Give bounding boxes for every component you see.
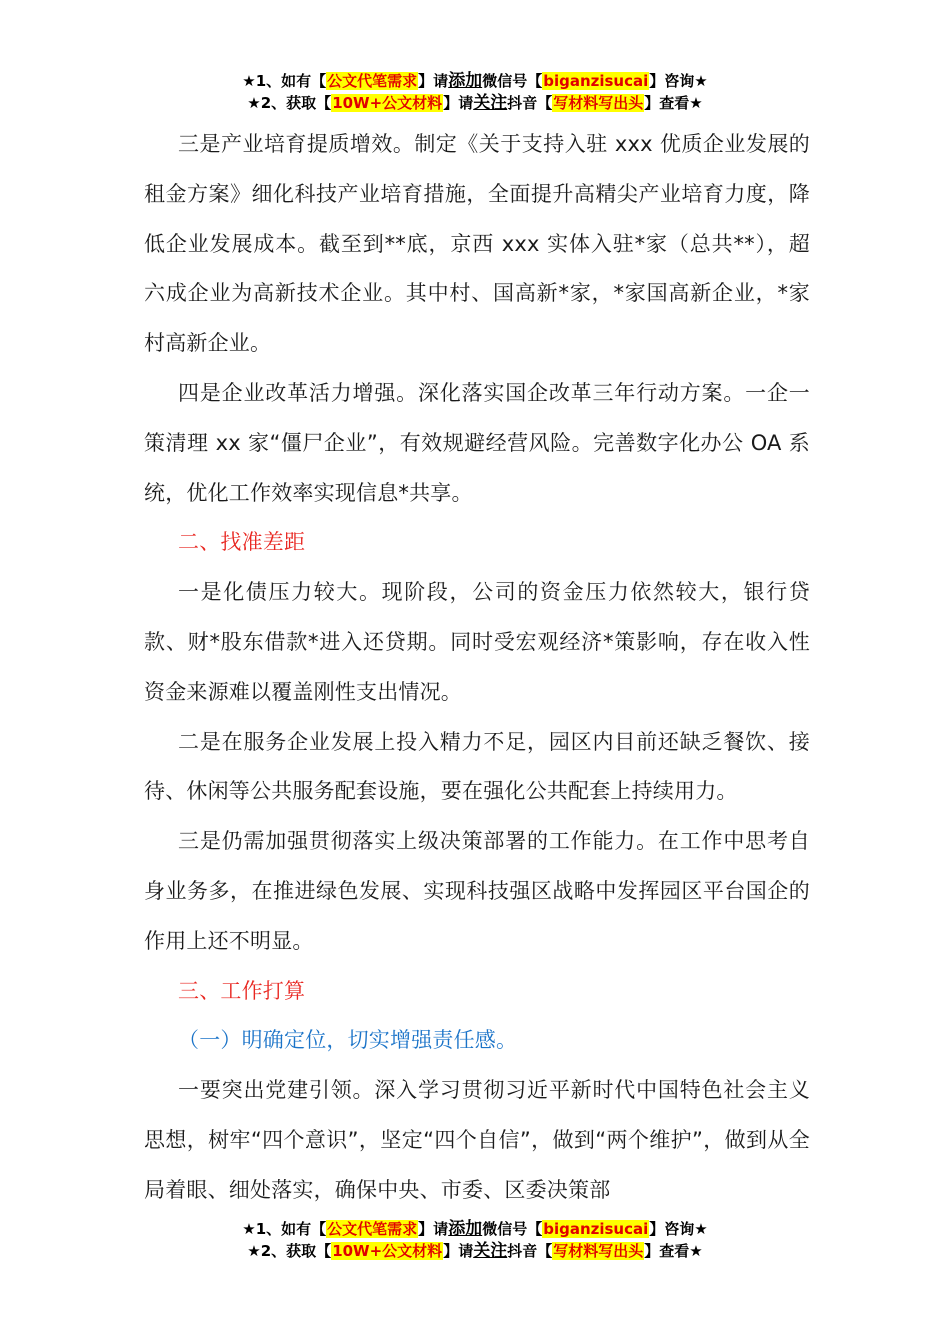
header-line-2-mid2: 抖音【 <box>507 94 553 112</box>
footer-highlight-service: 公文代笔需求 <box>327 1220 418 1238</box>
header-line-2 <box>0 92 950 114</box>
footer-line-1-mid2: 微信号【 <box>482 1220 543 1238</box>
section-heading-gaps: 二、找准差距 <box>178 530 306 555</box>
header-line-2-prefix: ★2、获取【 <box>247 94 332 112</box>
footer-line-1-prefix: ★1、如有【 <box>242 1220 327 1238</box>
paragraph-debt-pressure: 一是化债压力较大。现阶段，公司的资金压力依然较大，银行贷款、财*股东借款*进入还贷期。同时受宏观经济*策影响，存在收入性资金来源难以覆盖刚性支出情况。 <box>144 580 810 704</box>
footer-line-1 <box>0 1218 950 1240</box>
footer-highlight-wechat: biganzisucai <box>543 1220 649 1238</box>
header-banner <box>0 70 950 114</box>
footer-underline-follow: 关注 <box>473 1241 508 1261</box>
footer-underline-add: 添加 <box>448 1219 483 1239</box>
header-line-1-mid1: 】请 <box>418 72 449 90</box>
paragraph-execution-capacity: 三是仍需加强贯彻落实上级决策部署的工作能力。在工作中思考自身业务多，在推进绿色发展、实现科技强区战略中发挥园区平台国企的作用上还不明显。 <box>144 829 810 953</box>
footer-line-2-prefix: ★2、获取【 <box>247 1242 332 1260</box>
footer-line-1-mid1: 】请 <box>418 1220 449 1238</box>
footer-banner <box>0 1218 950 1262</box>
header-line-2-suffix: 】查看★ <box>644 94 703 112</box>
subsection-heading-positioning: （一）明确定位，切实增强责任感。 <box>178 1028 518 1053</box>
document-body <box>144 120 810 1216</box>
footer-line-2-mid1: 】请 <box>443 1242 474 1260</box>
header-highlight-wechat: biganzisucai <box>543 72 649 90</box>
footer-line-2-suffix: 】查看★ <box>644 1242 703 1260</box>
header-underline-add: 添加 <box>448 71 483 91</box>
paragraph-service-shortfall: 二是在服务企业发展上投入精力不足，园区内目前还缺乏餐饮、接待、休闲等公共服务配套设施，要在强化公共配套上持续用力。 <box>144 729 810 804</box>
header-line-1-mid2: 微信号【 <box>482 72 543 90</box>
header-underline-follow: 关注 <box>473 93 508 113</box>
header-line-1-prefix: ★1、如有【 <box>242 72 327 90</box>
paragraph-industry-cultivation: 三是产业培育提质增效。制定《关于支持入驻 xxx 优质企业发展的租金方案》细化科技产业培育措施，全面提升高精尖产业培育力度，降低企业发展成本。截至到**底，京西 xxx 实体入驻*家（总共**），超六成企业为高新技术企业。其中村、国高新*家，*家国高新企业，*家村高新企业。 <box>144 132 810 356</box>
header-line-1-suffix: 】咨询★ <box>649 72 708 90</box>
footer-highlight-materials: 10W+公文材料 <box>332 1242 443 1260</box>
section-heading-work-plan: 三、工作打算 <box>178 978 306 1003</box>
footer-line-2 <box>0 1240 950 1262</box>
paragraph-party-leadership: 一要突出党建引领。深入学习贯彻习近平新时代中国特色社会主义思想，树牢“四个意识”，坚定“四个自信”，做到“两个维护”，做到从全局着眼、细处落实，确保中央、市委、区委决策部 <box>144 1078 810 1202</box>
header-line-2-mid1: 】请 <box>443 94 474 112</box>
paragraph-enterprise-reform: 四是企业改革活力增强。深化落实国企改革三年行动方案。一企一策清理 xx 家“僵尸企业”，有效规避经营风险。完善数字化办公 OA 系统，优化工作效率实现信息*共享。 <box>144 380 810 505</box>
footer-line-1-suffix: 】咨询★ <box>649 1220 708 1238</box>
header-highlight-service: 公文代笔需求 <box>327 72 418 90</box>
footer-highlight-douyin: 写材料写出头 <box>553 1242 644 1260</box>
header-highlight-douyin: 写材料写出头 <box>553 94 644 112</box>
header-highlight-materials: 10W+公文材料 <box>332 94 443 112</box>
footer-line-2-mid2: 抖音【 <box>507 1242 553 1260</box>
header-line-1 <box>0 70 950 92</box>
